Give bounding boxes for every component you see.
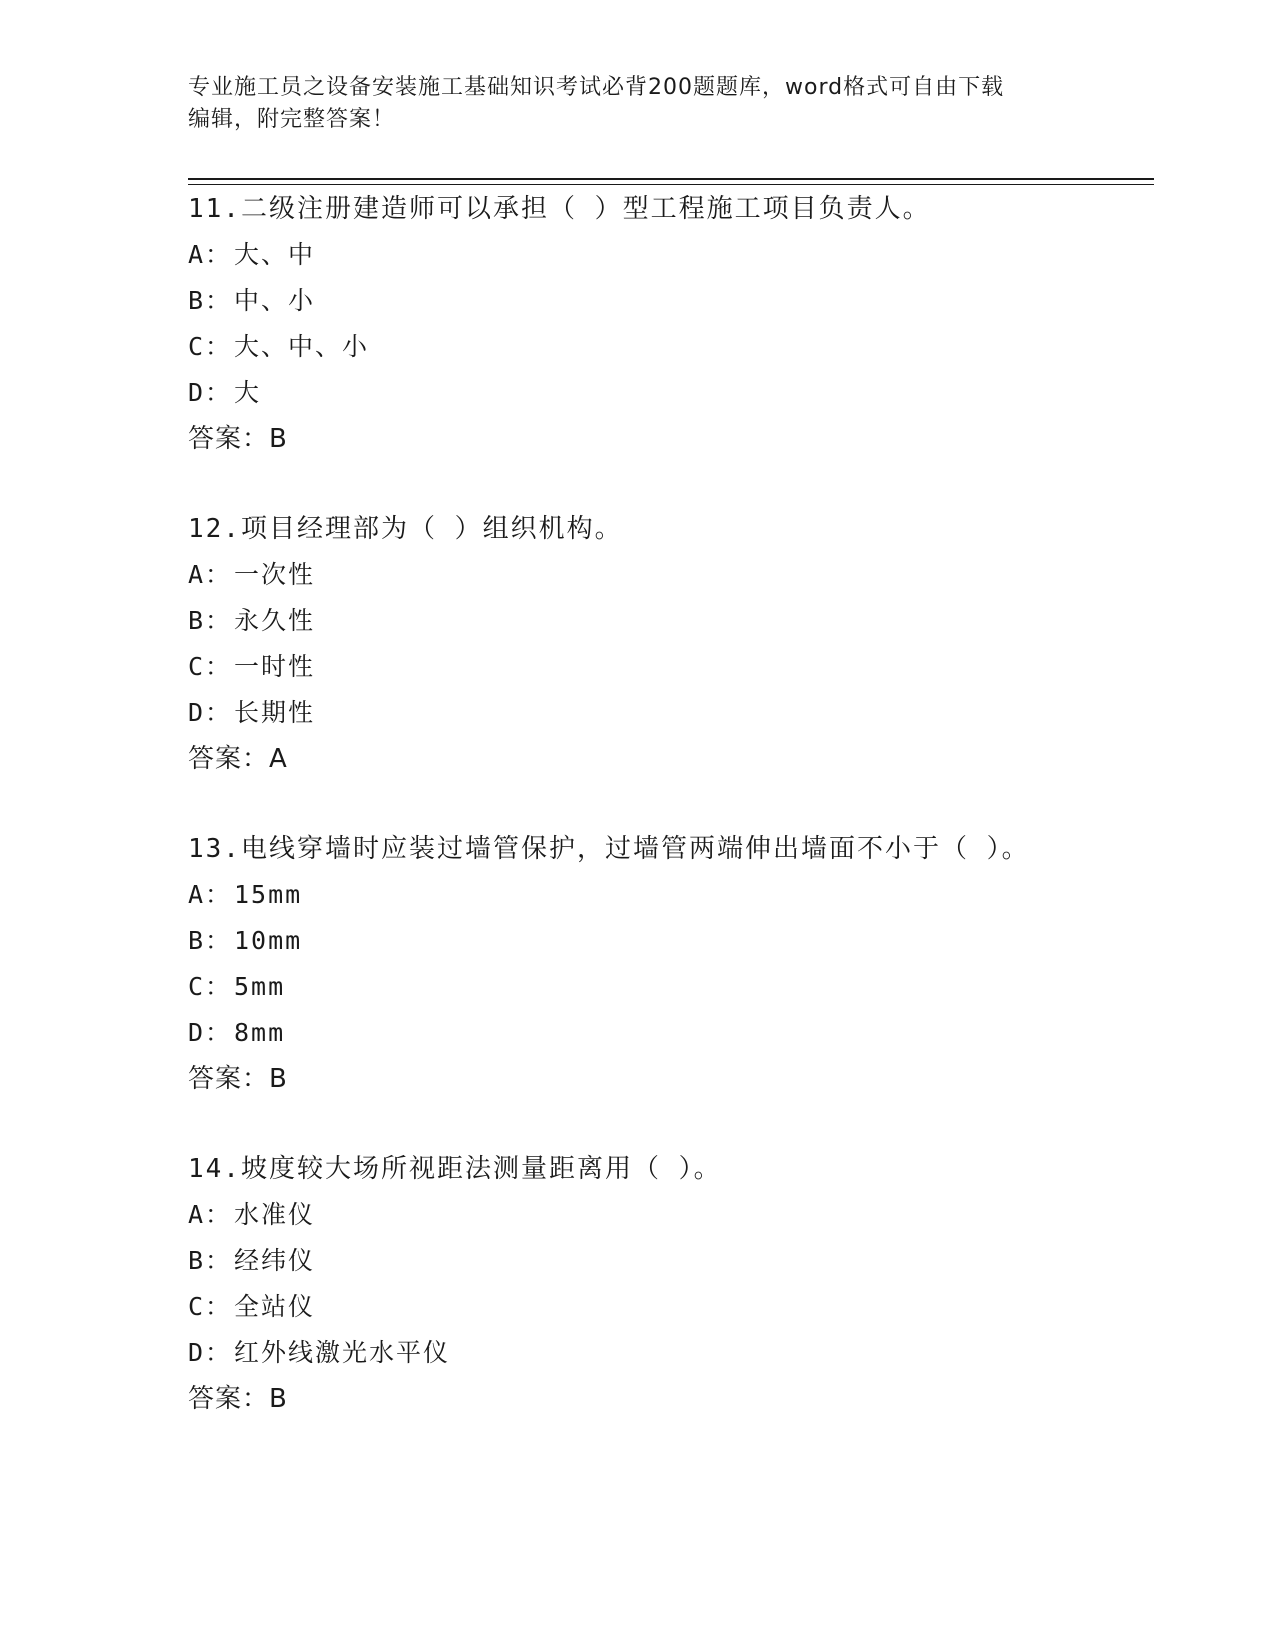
option-letter: D： bbox=[188, 1018, 233, 1047]
option-letter: B： bbox=[188, 1246, 233, 1275]
option-c bbox=[188, 1284, 1168, 1330]
option-letter: B： bbox=[188, 606, 233, 635]
option-letter: C： bbox=[188, 652, 233, 681]
option-letter: D： bbox=[188, 698, 233, 727]
option-d bbox=[188, 690, 1168, 736]
option-text: 经纬仪 bbox=[234, 1246, 316, 1275]
option-letter: B： bbox=[188, 286, 233, 315]
option-b bbox=[188, 1238, 1168, 1284]
option-d bbox=[188, 1010, 1168, 1056]
option-letter: C： bbox=[188, 332, 233, 361]
option-letter: C： bbox=[188, 1292, 233, 1321]
option-a bbox=[188, 552, 1168, 598]
option-d bbox=[188, 370, 1168, 416]
header-divider-thin bbox=[188, 184, 1154, 185]
question-title: 12.项目经理部为（ ）组织机构。 bbox=[188, 514, 623, 544]
option-text: 8mm bbox=[234, 1018, 286, 1047]
option-text: 水准仪 bbox=[234, 1200, 316, 1229]
option-text: 大、中、小 bbox=[234, 332, 370, 361]
option-text: 10mm bbox=[234, 926, 303, 955]
option-text: 一时性 bbox=[234, 652, 316, 681]
option-c bbox=[188, 324, 1168, 370]
option-text: 大、中 bbox=[234, 240, 316, 269]
question-block bbox=[188, 186, 1168, 462]
question-block bbox=[188, 826, 1168, 1102]
option-text: 15mm bbox=[234, 880, 303, 909]
option-a bbox=[188, 872, 1168, 918]
question-title: 14.坡度较大场所视距法测量距离用（ ）。 bbox=[188, 1154, 722, 1184]
option-a bbox=[188, 232, 1168, 278]
question-block bbox=[188, 506, 1168, 782]
option-d bbox=[188, 1330, 1168, 1376]
option-letter: A： bbox=[188, 1200, 233, 1229]
header-line-1: 专业施工员之设备安装施工基础知识考试必背200题题库，word格式可自由下载 bbox=[188, 75, 1005, 100]
option-c bbox=[188, 964, 1168, 1010]
option-text: 中、小 bbox=[234, 286, 316, 315]
question-block bbox=[188, 1146, 1168, 1422]
question-title: 13.电线穿墙时应装过墙管保护，过墙管两端伸出墙面不小于（ ）。 bbox=[188, 834, 1030, 864]
option-text: 永久性 bbox=[234, 606, 316, 635]
option-b bbox=[188, 598, 1168, 644]
option-letter: A： bbox=[188, 240, 233, 269]
document-header bbox=[188, 72, 1088, 136]
answer-line: 答案：A bbox=[188, 744, 288, 774]
option-text: 长期性 bbox=[234, 698, 316, 727]
option-c bbox=[188, 644, 1168, 690]
option-text: 一次性 bbox=[234, 560, 316, 589]
option-b bbox=[188, 278, 1168, 324]
option-letter: A： bbox=[188, 880, 233, 909]
option-letter: C： bbox=[188, 972, 233, 1001]
option-text: 大 bbox=[234, 378, 262, 407]
option-letter: D： bbox=[188, 378, 233, 407]
answer-line: 答案：B bbox=[188, 1384, 288, 1414]
answer-line: 答案：B bbox=[188, 424, 288, 454]
question-title: 11.二级注册建造师可以承担（ ）型工程施工项目负责人。 bbox=[188, 194, 931, 224]
answer-line: 答案：B bbox=[188, 1064, 288, 1094]
option-text: 全站仪 bbox=[234, 1292, 316, 1321]
option-text: 红外线激光水平仪 bbox=[234, 1338, 451, 1367]
option-b bbox=[188, 918, 1168, 964]
header-divider-thick bbox=[188, 178, 1154, 180]
option-letter: B： bbox=[188, 926, 233, 955]
option-letter: D： bbox=[188, 1338, 233, 1367]
header-line-2: 编辑，附完整答案！ bbox=[188, 107, 396, 132]
option-text: 5mm bbox=[234, 972, 286, 1001]
option-a bbox=[188, 1192, 1168, 1238]
option-letter: A： bbox=[188, 560, 233, 589]
